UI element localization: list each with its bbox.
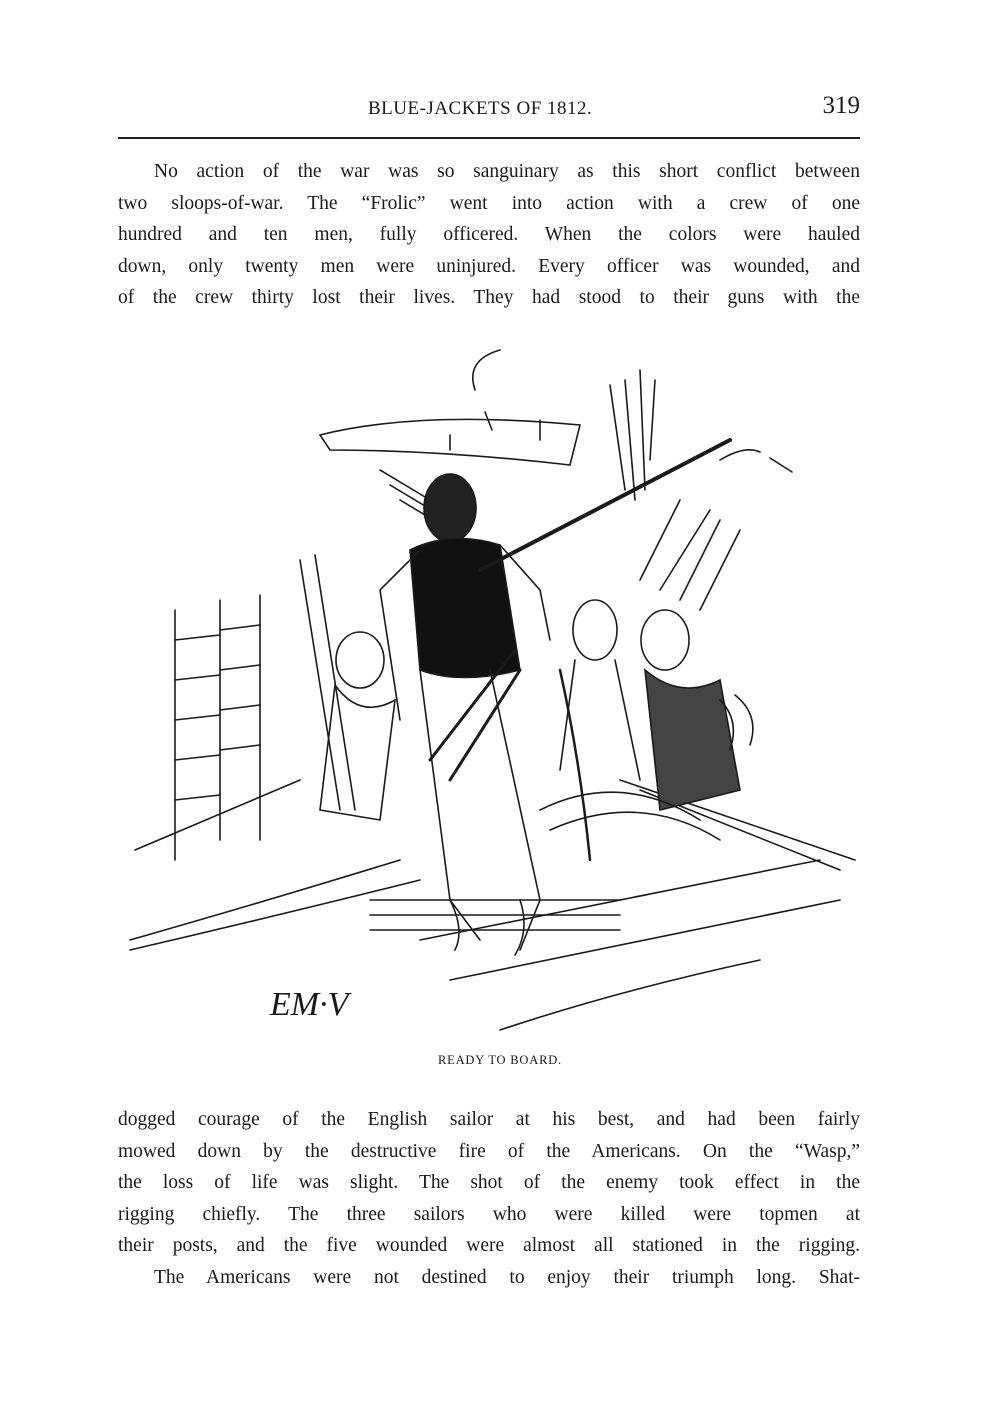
paragraph-2 — [118, 1104, 860, 1293]
paragraph-line: dogged courage of the English sailor at his best, and had been fairly — [118, 1109, 860, 1130]
paragraph-line: The Americans were not destined to enjoy their triumph long. Shat- — [154, 1266, 860, 1288]
paragraph-line: No action of the war was so sanguinary as this short conflict between — [154, 161, 860, 182]
paragraph-line: the loss of life was slight. The shot of the enemy took effect in the — [118, 1172, 860, 1193]
running-head: BLUE-JACKETS OF 1812. — [368, 98, 593, 119]
paragraph-line: their posts, and the five wounded were almost all stationed in the rigging. — [118, 1235, 860, 1256]
paragraph-line: down, only twenty men were uninjured. Every officer was wounded, and — [118, 255, 860, 277]
paragraph-line: hundred and ten men, fully officered. When the colors were hauled — [118, 224, 860, 245]
artist-signature: EM·V — [270, 986, 349, 1023]
paragraph-line: mowed down by the destructive fire of the Americans. On the “Wasp,” — [118, 1140, 860, 1162]
illustration-drawing — [120, 340, 860, 1050]
paragraph-1 — [118, 156, 860, 314]
figure-caption: READY TO BOARD. — [438, 1053, 562, 1067]
paragraph-line: of the crew thirty lost their lives. They had stood to their guns with the — [118, 287, 860, 308]
paragraph-line: two sloops-of-war. The “Frolic” went into action with a crew of one — [118, 192, 860, 214]
page-number: 319 — [822, 92, 860, 119]
header-rule — [118, 137, 860, 139]
illustration-ready-to-board — [120, 340, 860, 1050]
paragraph-line: rigging chiefly. The three sailors who were killed were topmen at — [118, 1203, 860, 1225]
page-header — [118, 92, 860, 128]
